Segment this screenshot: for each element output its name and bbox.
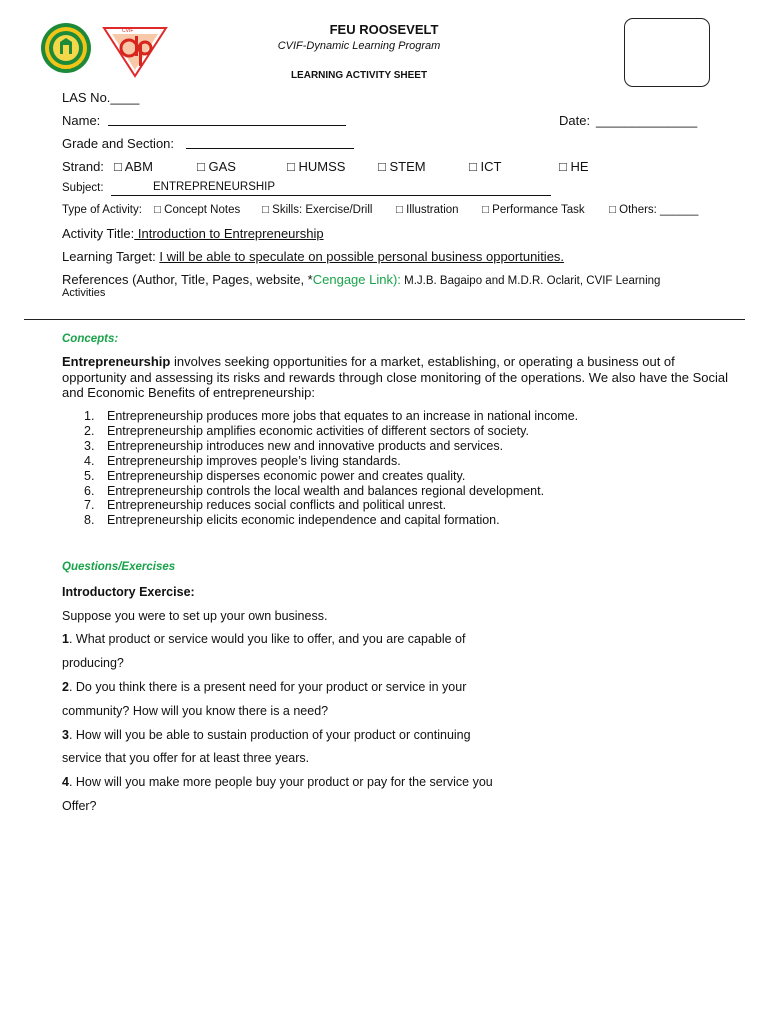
- list-item-text: Entrepreneurship reduces social conflicts and political unrest.: [107, 498, 447, 513]
- name-label: Name:: [62, 113, 101, 128]
- checkbox-icon[interactable]: □: [469, 159, 477, 174]
- concepts-heading: Concepts:: [62, 333, 119, 345]
- question-number: 2: [62, 680, 69, 694]
- list-item-number: 7.: [84, 498, 95, 513]
- list-item: [84, 513, 578, 528]
- list-item-number: 1.: [84, 409, 95, 423]
- references-value-continued: Activities: [62, 287, 106, 299]
- strand-label: Strand:: [62, 159, 104, 174]
- activity-title-label: Activity Title:: [62, 226, 135, 241]
- activity-title-value: Introduction to Entrepreneurship: [134, 226, 324, 241]
- list-item-number: 2.: [84, 423, 95, 438]
- list-item-number: 4.: [84, 453, 95, 468]
- checkbox-icon[interactable]: □: [482, 204, 489, 216]
- question-text: . What product or service would you like to offer, and you are capable of: [68, 632, 466, 646]
- question-2: [62, 680, 466, 694]
- list-item-text: Entrepreneurship elicits economic independence and capital formation.: [107, 513, 500, 528]
- activity-type-concept-notes[interactable]: [154, 204, 240, 216]
- activity-type-text: Illustration: [406, 204, 459, 216]
- checkbox-icon[interactable]: □: [559, 159, 567, 174]
- strand-option-stem[interactable]: [378, 159, 426, 174]
- question-text: . How will you make more people buy your product or pay for the service you: [68, 775, 493, 789]
- list-item-number: 3.: [84, 438, 95, 453]
- strand-label-he: HE: [570, 159, 589, 174]
- question-number: 1: [62, 632, 69, 646]
- question-4: [62, 775, 493, 789]
- learning-target-value: I will be able to speculate on possible personal business opportunities.: [159, 249, 565, 264]
- grade-section-label: Grade and Section:: [62, 136, 175, 151]
- references-value: M.J.B. Bagaipo and M.D.R. Oclarit, CVIF Learning: [400, 275, 661, 287]
- strand-label-gas: GAS: [208, 159, 236, 174]
- question-3: [62, 728, 471, 742]
- list-item-text: Entrepreneurship improves people’s living standards.: [107, 453, 401, 468]
- activity-type-text: Concept Notes: [164, 204, 241, 216]
- question-1: [62, 632, 465, 646]
- question-3-continued: service that you offer for at least three years.: [62, 751, 310, 765]
- date-label: Date:: [559, 113, 591, 128]
- list-item: [84, 498, 578, 513]
- activity-type-skills[interactable]: [262, 204, 372, 216]
- checkbox-icon[interactable]: □: [396, 204, 403, 216]
- las-number: LAS No.____: [62, 90, 140, 105]
- learning-target-label: Learning Target:: [62, 249, 156, 264]
- question-4-continued: Offer?: [62, 799, 97, 813]
- concepts-paragraph: [62, 354, 742, 401]
- checkbox-icon[interactable]: □: [114, 159, 122, 174]
- strand-option-gas[interactable]: [197, 159, 236, 174]
- learning-target-row: [62, 249, 564, 264]
- strand-label-ict: ICT: [480, 159, 502, 174]
- strand-option-abm[interactable]: [114, 159, 153, 174]
- list-item: [84, 439, 578, 454]
- activity-type-text: Others: ______: [619, 204, 699, 216]
- references-row: [62, 272, 660, 287]
- list-item: [84, 469, 578, 484]
- question-text: . Do you think there is a present need for your product or service in your: [68, 680, 467, 694]
- question-number: 3: [62, 728, 69, 742]
- concepts-lead-term: Entrepreneurship: [62, 354, 171, 369]
- references-label: References (Author, Title, Pages, website, *: [62, 272, 313, 287]
- checkbox-icon[interactable]: □: [609, 204, 616, 216]
- subject-value: ENTREPRENEURSHIP: [153, 181, 276, 193]
- subject-label: Subject:: [62, 182, 104, 194]
- section-divider: [24, 319, 745, 320]
- program-subtitle: CVIF-Dynamic Learning Program: [277, 40, 441, 52]
- list-item-text: Entrepreneurship controls the local wealth and balances regional development.: [107, 483, 545, 498]
- intro-exercise-heading: Introductory Exercise:: [62, 585, 195, 599]
- sheet-title: LEARNING ACTIVITY SHEET: [290, 70, 428, 81]
- list-item-text: Entrepreneurship introduces new and innovative products and services.: [107, 438, 504, 453]
- date-field[interactable]: ______________: [596, 113, 698, 128]
- score-box: [624, 18, 710, 87]
- concepts-lead-text: involves seeking opportunities for a market, establishing, or operating a business out of opportunity and assessing its risks and rewards through close monitoring of the operations. We also have the Social and Economic Benefits of entrepreneurship:: [62, 354, 729, 400]
- question-1-continued: producing?: [62, 656, 124, 670]
- checkbox-icon[interactable]: □: [197, 159, 205, 174]
- list-item: [84, 454, 578, 469]
- checkbox-icon[interactable]: □: [154, 204, 161, 216]
- activity-type-performance-task[interactable]: [482, 204, 585, 216]
- questions-heading: Questions/Exercises: [62, 561, 176, 573]
- list-item: [84, 424, 578, 439]
- list-item: [84, 484, 578, 499]
- benefits-list: [84, 409, 578, 528]
- question-2-continued: community? How will you know there is a need?: [62, 704, 329, 718]
- grade-section-field[interactable]: [186, 136, 354, 149]
- question-number: 4: [62, 775, 69, 789]
- list-item-text: Entrepreneurship amplifies economic activities of different sectors of society.: [107, 423, 529, 438]
- checkbox-icon[interactable]: □: [262, 204, 269, 216]
- cengage-link[interactable]: Cengage Link):: [312, 272, 401, 287]
- list-item-text: Entrepreneurship disperses economic power and creates quality.: [107, 468, 466, 483]
- strand-option-ict[interactable]: [469, 159, 501, 174]
- strand-label-stem: STEM: [389, 159, 426, 174]
- activity-type-illustration[interactable]: [396, 204, 459, 216]
- checkbox-icon[interactable]: □: [378, 159, 386, 174]
- seal-year: 1933: [60, 65, 72, 70]
- strand-label-abm: ABM: [124, 159, 153, 174]
- activity-type-text: Skills: Exercise/Drill: [272, 204, 373, 216]
- strand-label-humss: HUMSS: [298, 159, 346, 174]
- list-item-text: Entrepreneurship produces more jobs that equates to an increase in national income.: [107, 409, 579, 423]
- activity-type-text: Performance Task: [492, 204, 585, 216]
- list-item-number: 5.: [84, 468, 95, 483]
- activity-type-others[interactable]: [609, 204, 698, 216]
- question-text: . How will you be able to sustain production of your product or continuing: [68, 728, 471, 742]
- strand-option-humss[interactable]: [287, 159, 345, 174]
- list-item: [84, 409, 578, 424]
- activity-type-label: Type of Activity:: [62, 204, 142, 216]
- strand-option-he[interactable]: [559, 159, 589, 174]
- checkbox-icon[interactable]: □: [287, 159, 295, 174]
- intro-exercise-text: Suppose you were to set up your own business.: [62, 609, 328, 623]
- list-item-number: 8.: [84, 513, 95, 528]
- activity-title-row: [62, 226, 324, 241]
- school-title: FEU ROOSEVELT: [329, 22, 439, 37]
- cvif-logo-text: CVIF: [122, 28, 134, 34]
- subject-field[interactable]: [111, 182, 551, 196]
- list-item-number: 6.: [84, 483, 95, 498]
- name-field[interactable]: [108, 113, 346, 126]
